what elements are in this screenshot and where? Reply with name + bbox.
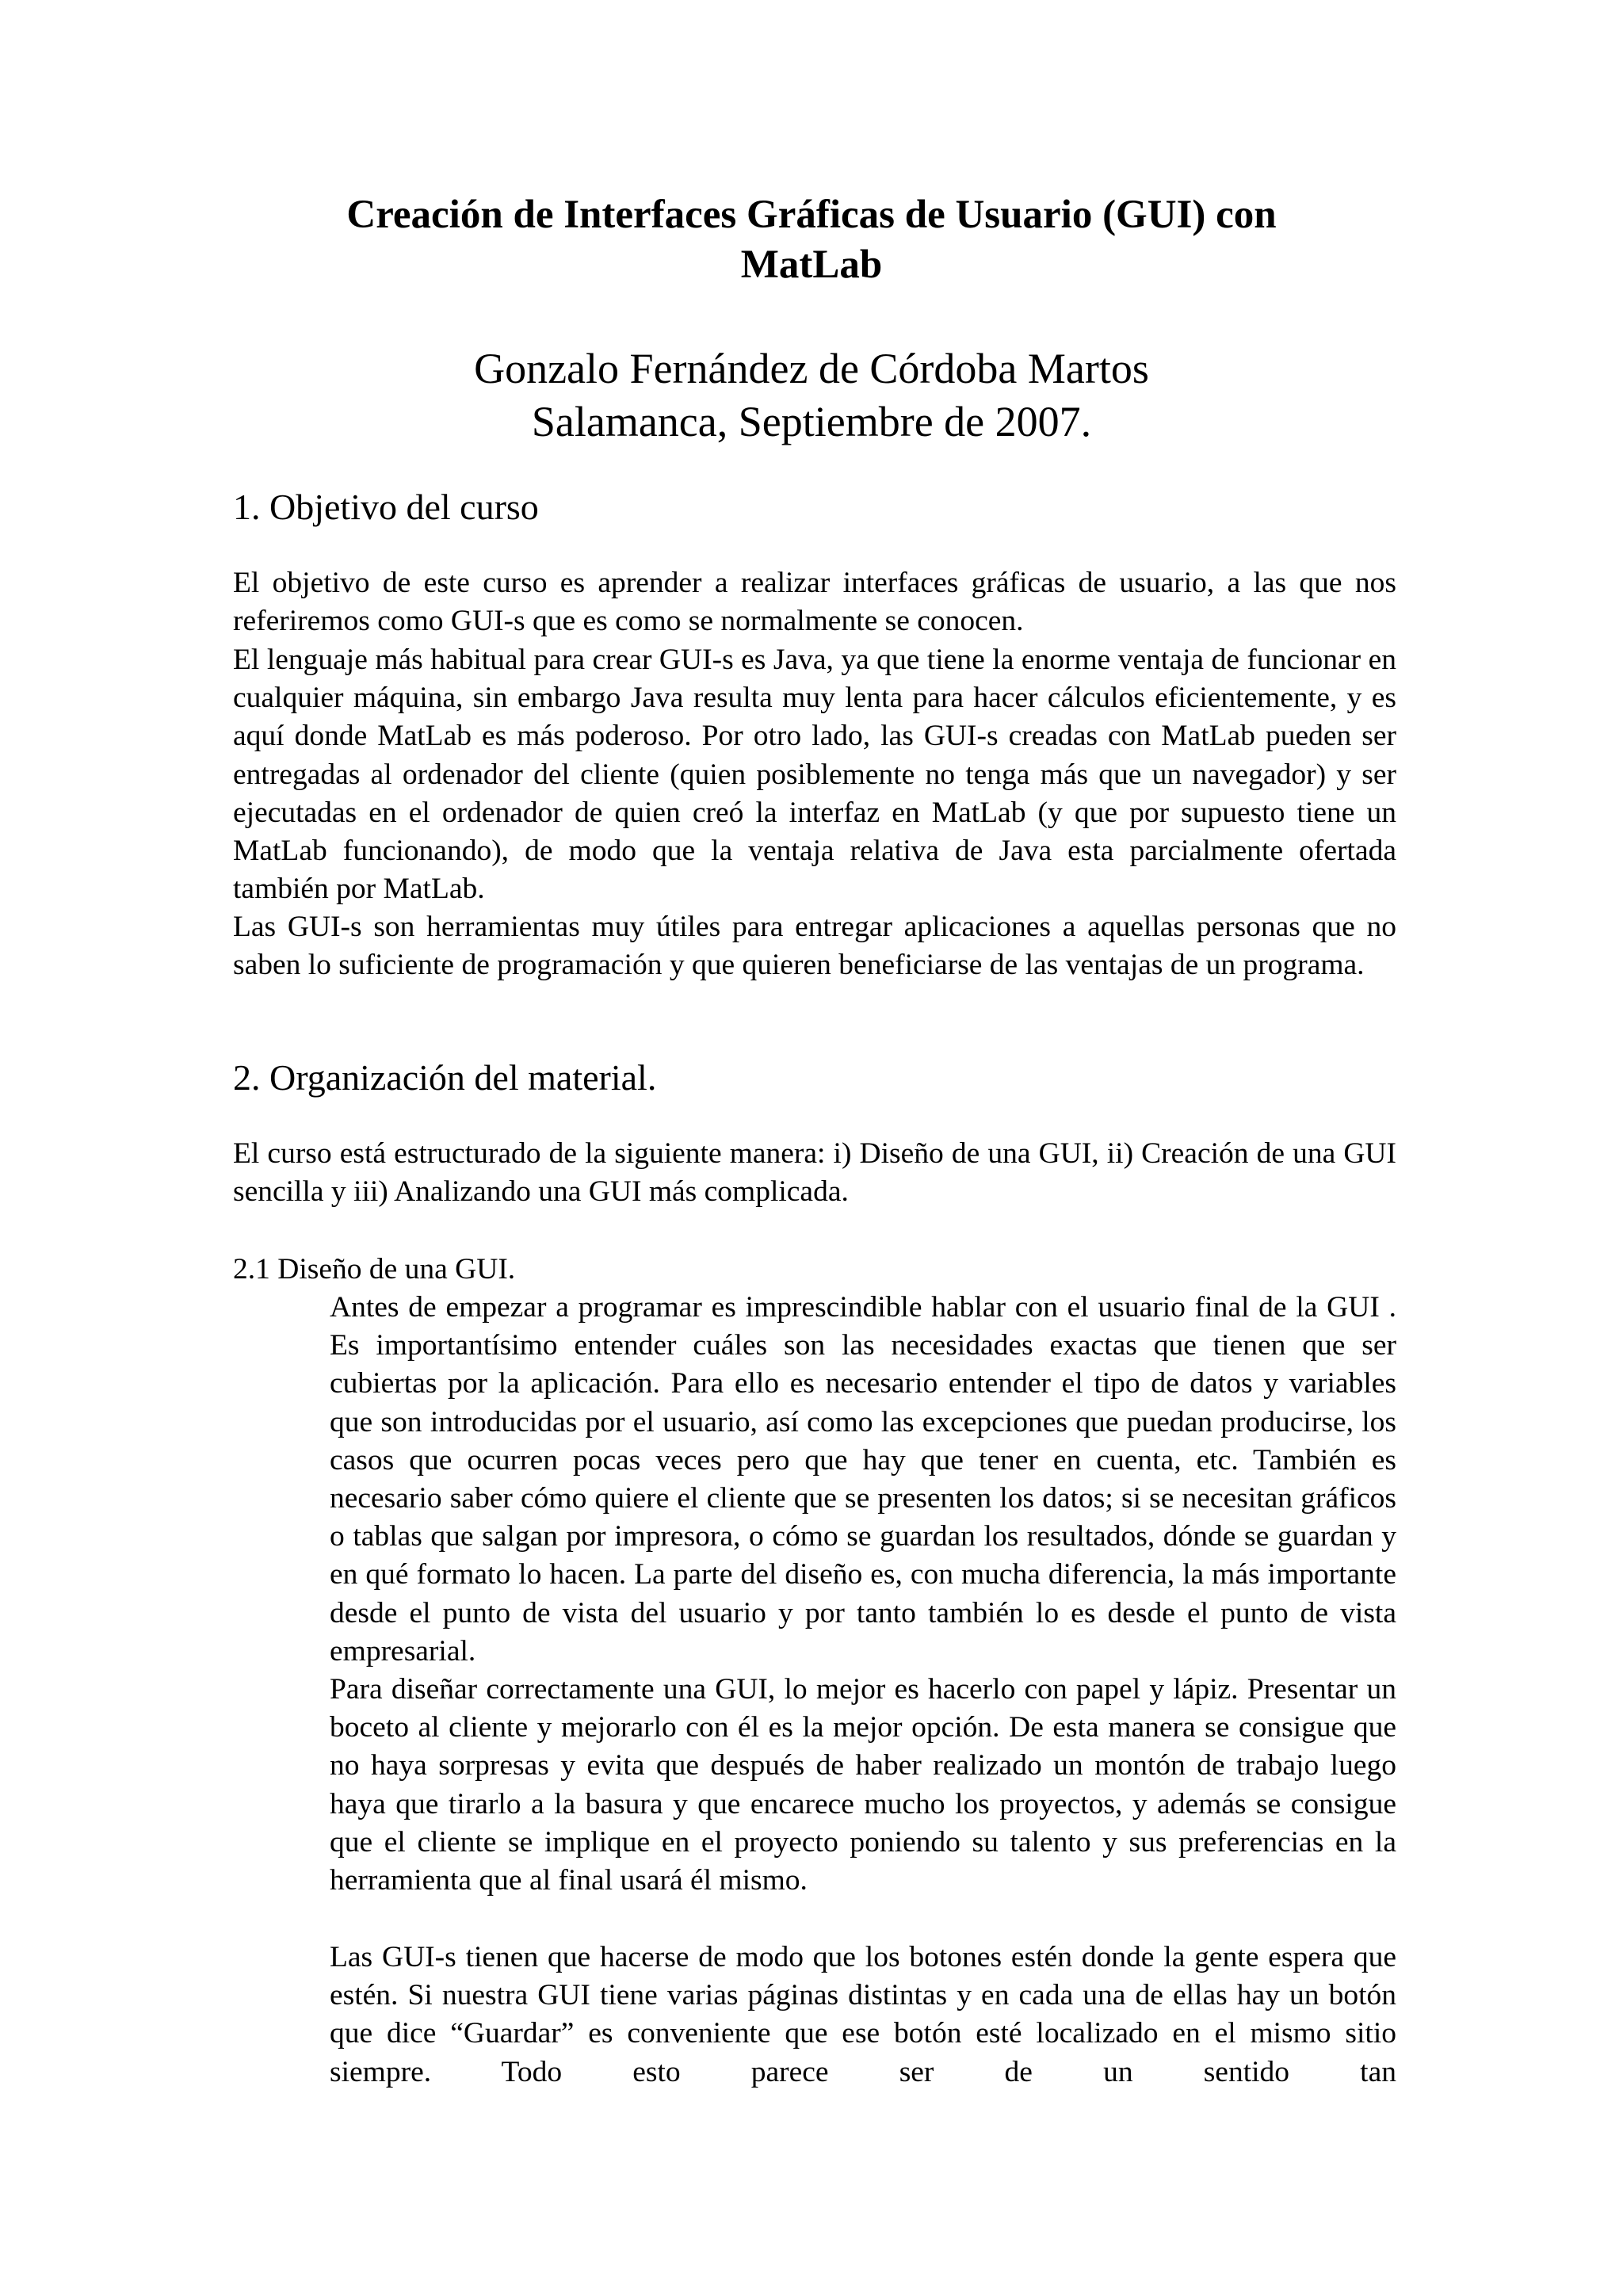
author-block — [0, 342, 1623, 449]
author-place-date: Salamanca, Septiembre de 2007. — [531, 398, 1092, 445]
subsection-2-1-paragraph-3: Las GUI-s tienen que hacerse de modo que los botones estén donde la gente espera que estén. Si nuestra GUI tiene varias páginas distintas y en cada una de ellas hay un botón que dice “Guardar” es conveniente que ese botón esté localizado en el mismo sitio siempre. Todo esto parece ser de un sentido tan — [330, 1941, 1396, 2088]
section-1-paragraph-3: Las GUI-s son herramientas muy útiles para entregar aplicaciones a aquellas personas que no saben lo suficiente de programación y que quieren beneficiarse de las ventajas de un programa. — [233, 911, 1396, 982]
section-1-paragraph-2: El lenguaje más habitual para crear GUI-s es Java, ya que tiene la enorme ventaja de funcionar en cualquier máquina, sin embargo Java resulta muy lenta para hacer cálculos eficientemente, y es aquí donde MatLab es más poderoso. Por otro lado, las GUI-s creadas con MatLab pueden ser entregadas al ordenador del cliente (quien posiblemente no tenga más que un navegador) y ser ejecutadas en el ordenador de quien creó la interfaz en MatLab (y que por supuesto tiene un MatLab funcionando), de modo que la ventaja relativa de Java esta parcialmente ofertada también por MatLab. — [233, 644, 1396, 906]
section-2-intro: El curso está estructurado de la siguiente manera: i) Diseño de una GUI, ii) Creación de una GUI sencilla y iii) Analizando una GUI más complicada. — [233, 1137, 1396, 1209]
section-1-heading: 1. Objetivo del curso — [233, 487, 539, 527]
author-name: Gonzalo Fernández de Córdoba Martos — [474, 345, 1149, 392]
section-1-paragraph-1: El objetivo de este curso es aprender a realizar interfaces gráficas de usuario, a las que nos referiremos como GUI-s que es como se normalmente se conocen. — [233, 567, 1396, 638]
section-2-heading: 2. Organización del material. — [233, 1057, 657, 1098]
title-line-2: MatLab — [740, 243, 883, 287]
title-line-1: Creación de Interfaces Gráficas de Usuario (GUI) con — [346, 193, 1277, 237]
document-title — [0, 190, 1623, 290]
subsection-2-1-paragraph-1: Antes de empezar a programar es imprescindible hablar con el usuario final de la GUI . Es importantísimo entender cuáles son las necesidades exactas que tienen que ser cubiertas por la aplicación. Para ello es necesario entender el tipo de datos y variables que son introducidas por el usuario, así como las excepciones que puedan producirse, los casos que ocurren pocas veces pero que hay que tener en cuenta, etc. También es necesario saber cómo quiere el cliente que se presenten los datos; si se necesitan gráficos o tablas que salgan por impresora, o cómo se guardan los resultados, dónde se guardan y en qué formato lo hacen. La parte del diseño es, con mucha diferencia, la más importante desde el punto de vista del usuario y por tanto también lo es desde el punto de vista empresarial. — [330, 1291, 1396, 1668]
subsection-2-1-heading: 2.1 Diseño de una GUI. — [233, 1253, 516, 1286]
subsection-2-1-paragraph-2: Para diseñar correctamente una GUI, lo mejor es hacerlo con papel y lápiz. Presentar un boceto al cliente y mejorarlo con él es la mejor opción. De esta manera se consigue que no haya sorpresas y evita que después de haber realizado un montón de trabajo luego haya que tirarlo a la basura y que encarece mucho los proyectos, y además se consigue que el cliente se implique en el proyecto poniendo su talento y sus preferencias en la herramienta que al final usará él mismo. — [330, 1673, 1396, 1897]
